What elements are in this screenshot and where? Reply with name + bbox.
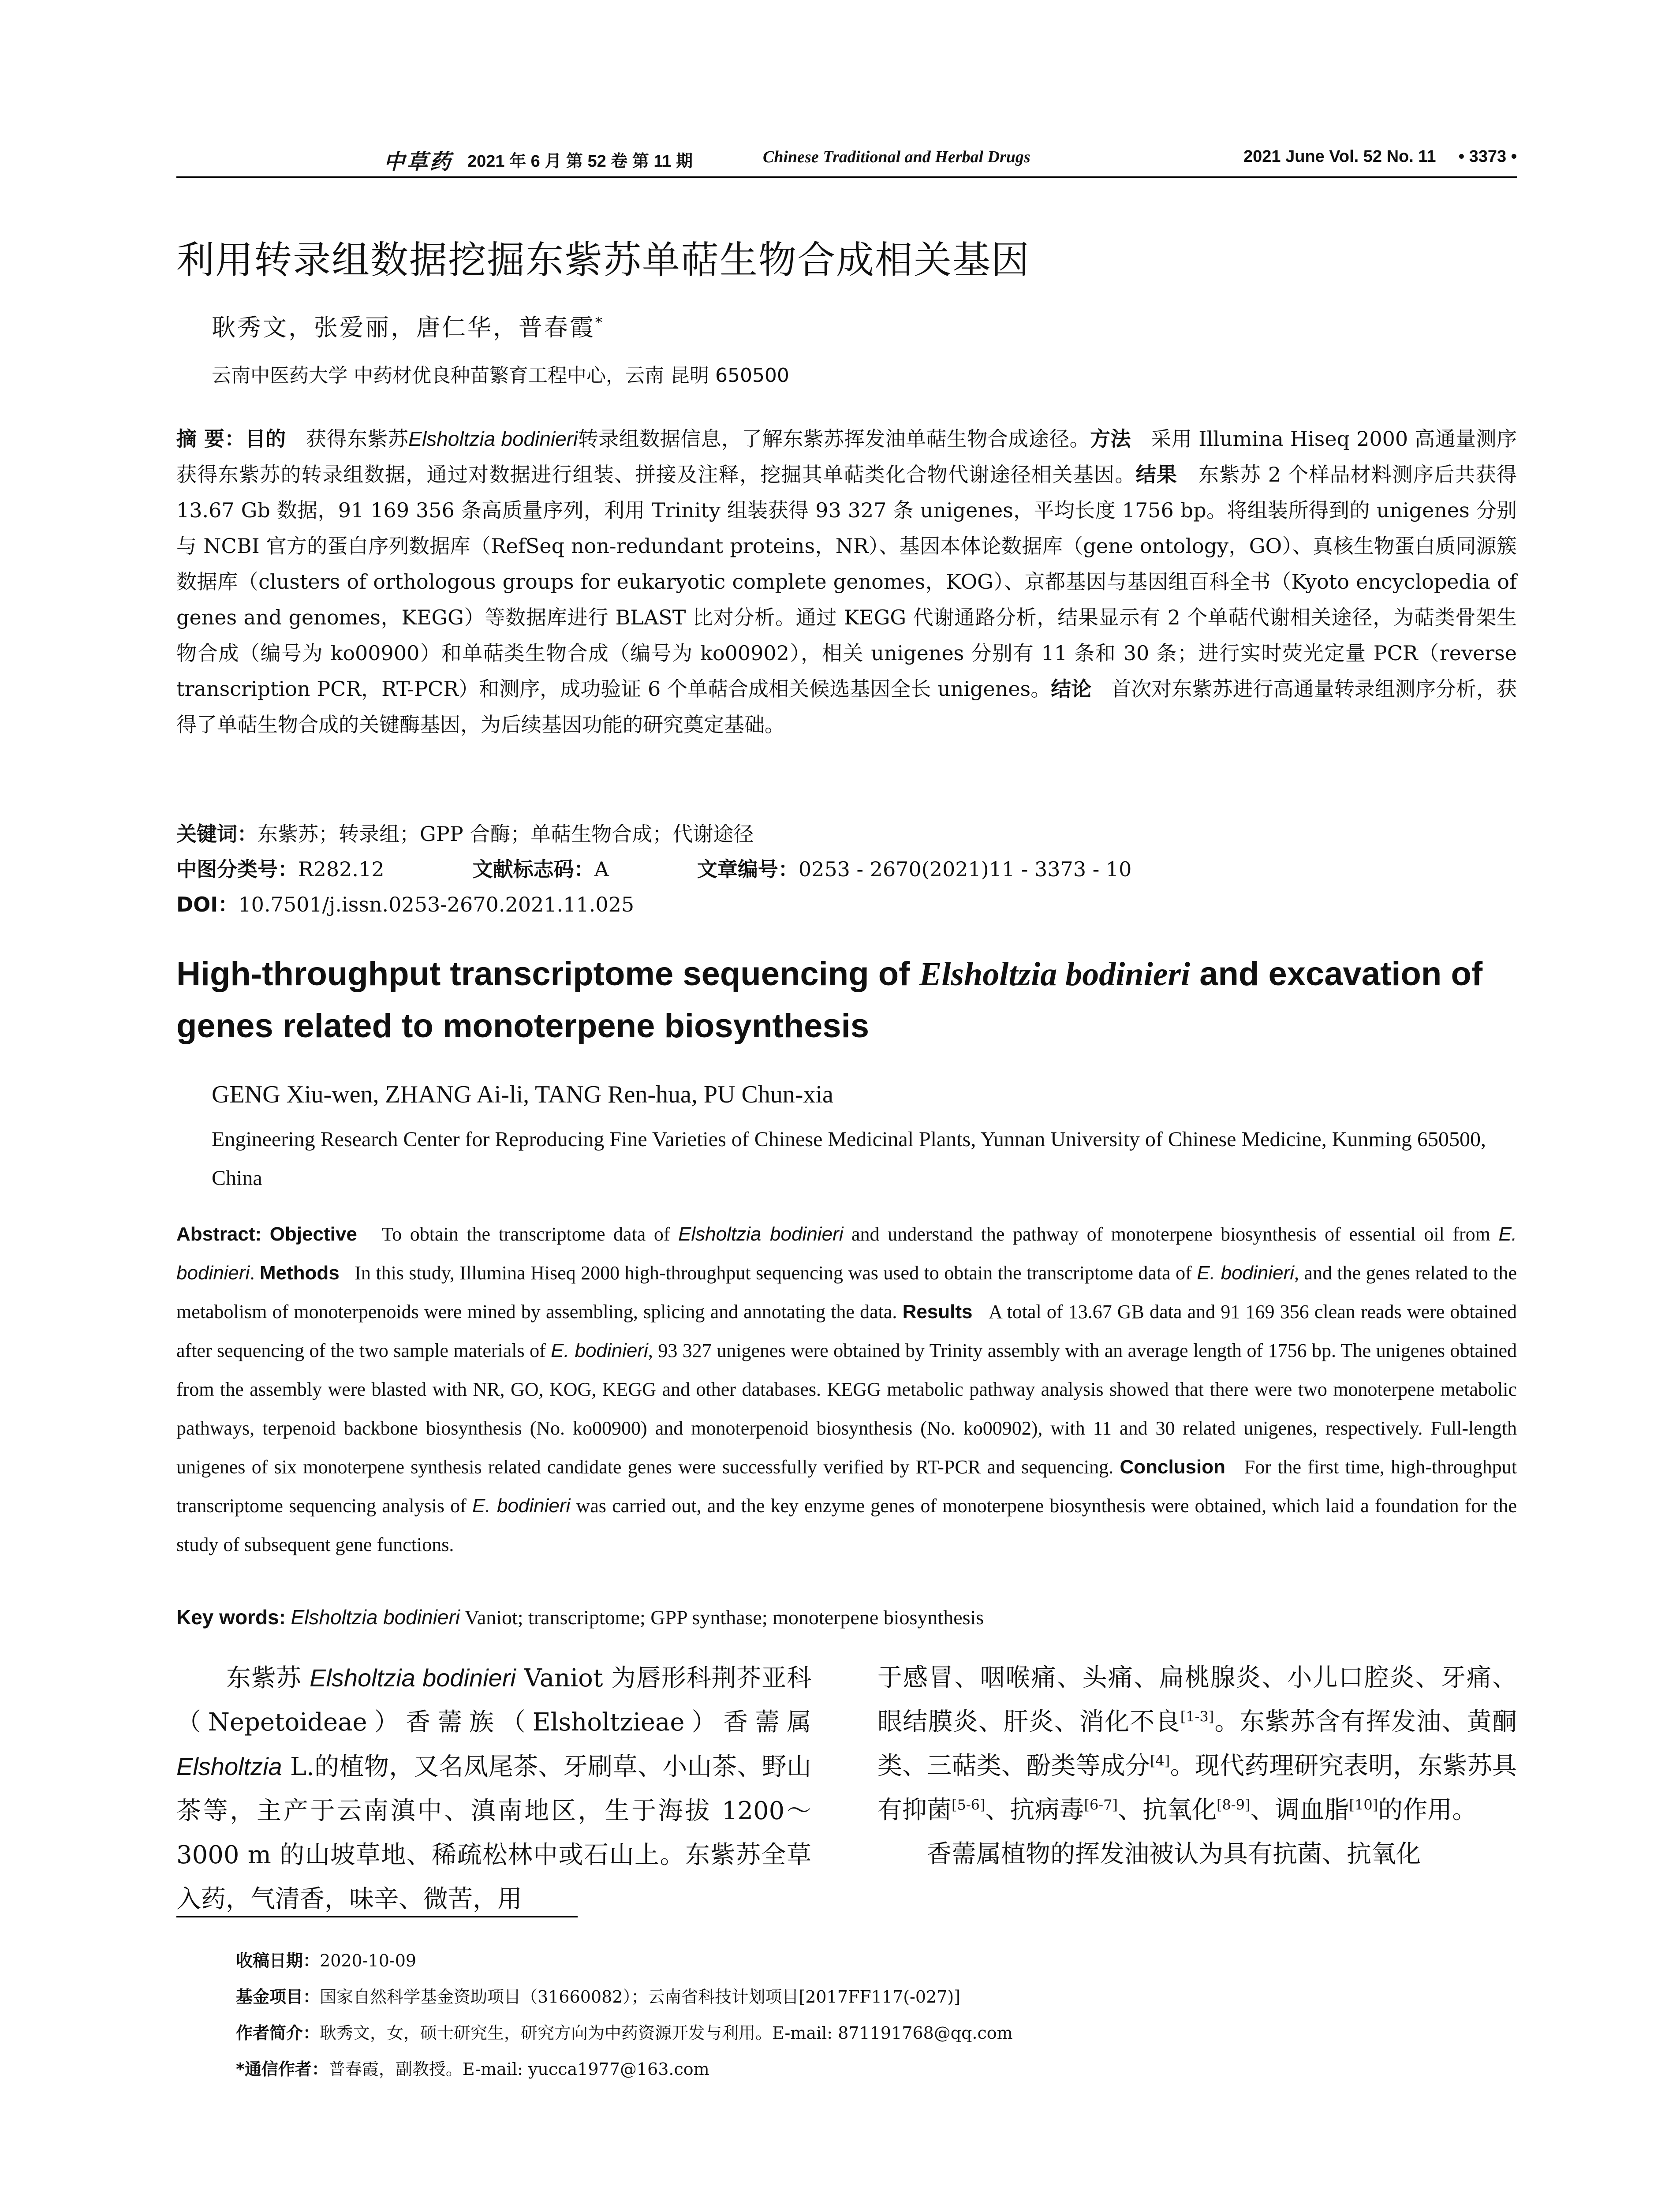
keywords-label-cn: 关键词： xyxy=(176,822,258,846)
species-abbr-1: E. bodinieri xyxy=(176,1223,1517,1284)
results-en-1: A total of 13.67 GB data and 91 169 356 clean reads were obtained after sequencing of the two sample materials of xyxy=(176,1301,1517,1361)
objective-en-3: . xyxy=(250,1262,255,1284)
footnote-received xyxy=(236,1943,1013,1979)
keywords-cn xyxy=(176,818,754,847)
conclusion-en-2: was carried out, and the key enzyme genes of monoterpene biosynthesis were obtained, which laid a foundation for the study of subsequent gene functions. xyxy=(176,1495,1517,1555)
methods-en-1: In this study, Illumina Hiseq 2000 high-throughput sequencing was used to obtain the transcriptome data of xyxy=(355,1262,1197,1284)
footnote-label: 基金项目： xyxy=(236,1987,320,2007)
body-genus: Elsholtzia xyxy=(176,1753,282,1780)
body-right-5: 、抗氧化 xyxy=(1118,1796,1217,1824)
issue-info-en: 2021 June Vol. 52 No. 11 xyxy=(1243,147,1436,166)
methods-en-2: , and the genes related to the metabolism of monoterpenoids were mined by assembling, splicing and annotating the data. xyxy=(176,1262,1517,1323)
author-list-cn: 耿秀文，张爱丽，唐仁华，普春霞 xyxy=(212,314,595,341)
citation-6: [10] xyxy=(1349,1796,1378,1813)
objective-cn-pre: 获得东紫苏 xyxy=(306,427,409,451)
footnote-label: 收稿日期： xyxy=(236,1951,320,1970)
body-right-3: 。现代药理研究表明，东紫苏具有抑菌 xyxy=(877,1752,1517,1824)
footnote-label: 作者简介： xyxy=(236,2023,320,2043)
citation-5: [8-9] xyxy=(1217,1796,1251,1813)
objective-label-cn: 目的 xyxy=(245,427,286,451)
footnote-funding xyxy=(236,1979,1013,2015)
citation-2: [4] xyxy=(1150,1752,1170,1769)
doi-value: 10.7501/j.issn.0253-2670.2021.11.025 xyxy=(238,893,635,916)
footnote-text: 耿秀文，女，硕士研究生，研究方向为中药资源开发与利用。E-mail: 871191768@qq.com xyxy=(320,2023,1013,2043)
body-left-3: L.的植物，又名凤尾茶、牙刷草、小山茶、野山茶等，主产于云南滇中、滇南地区，生于海拔 1200～3000 m 的山坡草地、稀疏松林中或石山上。东紫苏全草入药，气清香，味辛、微苦，用 xyxy=(176,1753,811,1913)
results-cn: 东紫苏 2 个样品材料测序后共获得 13.67 Gb 数据，91 169 356 条高质量序列，利用 Trinity 组装获得 93 327 条 unigenes，平均长度 1756 bp。将组装所得到的 unigenes 分别与 NCBI 官方的蛋白序列数据库（RefSeq non-redundant proteins，NR）、基因本体论数据库（gene ontology，GO）、真核生物蛋白质同源簇数据库（clusters of orthologous groups for eukaryotic complete genomes，KOG）、京都基因与基因组百科全书（Kyoto encyclopedia of genes and genomes，KEGG）等数据库进行 BLAST 比对分析。通过 KEGG 代谢通路分析，结果显示有 2 个单萜代谢相关途径，为萜类骨架生物合成（编号为 ko00900）和单萜类生物合成（编号为 ko00902），相关 unigenes 分别有 11 条和 30 条；进行实时荧光定量 PCR（reverse transcription PCR，RT-PCR）和测序，成功验证 6 个单萜合成相关候选基因全长 unigenes。 xyxy=(176,463,1517,701)
objective-cn-post: 转录组数据信息，了解东紫苏挥发油单萜生物合成途径。 xyxy=(578,427,1090,451)
species-name-en-abstract: Elsholtzia bodinieri xyxy=(678,1223,844,1245)
doi-label: DOI： xyxy=(176,893,239,916)
footnote-author-bio xyxy=(236,2015,1013,2051)
results-label-en: Results xyxy=(902,1301,973,1323)
results-label-cn: 结果 xyxy=(1135,463,1178,486)
affiliation-cn: 云南中医药大学 中药材优良种苗繁育工程中心，云南 昆明 650500 xyxy=(212,364,789,387)
conclusion-label-en: Conclusion xyxy=(1120,1456,1226,1478)
footnote-rule xyxy=(176,1916,578,1917)
methods-label-en: Methods xyxy=(259,1262,340,1284)
conclusion-label-cn: 结论 xyxy=(1051,677,1092,701)
citation-3: [5-6] xyxy=(952,1796,986,1813)
body-right-7: 的作用。 xyxy=(1378,1796,1477,1824)
running-header xyxy=(176,145,1517,176)
objective-en-1: To obtain the transcriptome data of xyxy=(381,1223,679,1245)
journal-name-en: Chinese Traditional and Herbal Drugs xyxy=(763,148,1030,166)
abstract-label-cn: 摘 要： xyxy=(176,427,245,451)
objective-en-2: and understand the pathway of monoterpene biosynthesis of essential oil from xyxy=(843,1223,1499,1245)
species-abbr-4: E. bodinieri xyxy=(472,1495,571,1517)
body-right-p2: 香薷属植物的挥发油被认为具有抗菌、抗氧化 xyxy=(927,1840,1421,1869)
methods-label-cn: 方法 xyxy=(1090,427,1131,451)
keywords-text-en: Vaniot; transcriptome; GPP synthase; monoterpene biosynthesis xyxy=(460,1606,984,1629)
abstract-label-en: Abstract: xyxy=(176,1223,262,1245)
doc-code-label: 文献标志码： xyxy=(472,857,594,881)
body-species: Elsholtzia bodinieri xyxy=(310,1664,516,1692)
abstract-cn xyxy=(176,421,1517,743)
body-right-2: 。东紫苏含有挥发油、黄酮类、三萜类、酚类等成分 xyxy=(877,1708,1517,1780)
title-en-part2: and excavation of genes related to monoterpene biosynthesis xyxy=(176,955,1483,1045)
abstract-en xyxy=(176,1215,1517,1564)
clc-value: R282.12 xyxy=(298,857,385,881)
article-number-value: 0253 - 2670(2021)11 - 3373 - 10 xyxy=(798,857,1132,881)
citation-4: [6-7] xyxy=(1084,1796,1118,1813)
species-abbr-2: E. bodinieri xyxy=(1197,1262,1294,1284)
body-left-2: Vaniot 为唇形科荆芥亚科（Nepetoideae）香薷族（Elsholtzieae）香薷属 xyxy=(176,1664,811,1737)
body-left-1: 东紫苏 xyxy=(226,1664,310,1693)
affiliation-en: Engineering Research Center for Reproducing Fine Varieties of Chinese Medicinal Plants, Yunnan University of Chinese Medicine, Kunming 650500, China xyxy=(212,1128,1486,1190)
methods-cn: 采用 Illumina Hiseq 2000 高通量测序获得东紫苏的转录组数据，通过对数据进行组装、拼接及注释，挖掘其单萜类化合物代谢途径相关基因。 xyxy=(176,427,1517,486)
body-column-right xyxy=(877,1656,1517,1876)
corresponding-mark: * xyxy=(595,314,604,331)
keywords-en xyxy=(176,1605,1517,1629)
citation-1: [1-3] xyxy=(1180,1708,1214,1725)
keywords-label-en: Key words: xyxy=(176,1606,286,1629)
body-right-4: 、抗病毒 xyxy=(985,1796,1084,1824)
conclusion-cn: 首次对东紫苏进行高通量转录组测序分析，获得了单萜生物合成的关键酶基因，为后续基因功能的研究奠定基础。 xyxy=(176,677,1517,736)
header-rule xyxy=(176,176,1517,178)
doi-line xyxy=(176,889,634,918)
keywords-text-cn: 东紫苏；转录组；GPP 合酶；单萜生物合成；代谢途径 xyxy=(258,822,754,846)
footnote-correspondence xyxy=(236,2051,1013,2087)
title-en xyxy=(176,948,1517,1052)
title-cn: 利用转录组数据挖掘东紫苏单萜生物合成相关基因 xyxy=(176,238,1030,282)
classification-line xyxy=(176,853,1131,882)
page-number: • 3373 • xyxy=(1458,147,1517,166)
species-abbr-3: E. bodinieri xyxy=(551,1340,648,1361)
conclusion-en-1: For the first time, high-throughput transcriptome sequencing analysis of xyxy=(176,1456,1517,1517)
keywords-species-en: Elsholtzia bodinieri xyxy=(291,1606,460,1629)
body-column-left xyxy=(176,1656,811,1921)
article-number-label: 文章编号： xyxy=(697,857,799,881)
body-right-1: 于感冒、咽喉痛、头痛、扁桃腺炎、小儿口腔炎、牙痛、眼结膜炎、肝炎、消化不良 xyxy=(877,1663,1517,1736)
journal-name-cn: 中草药 xyxy=(384,150,453,174)
doc-code-value: A xyxy=(594,857,609,881)
authors-en: GENG Xiu-wen, ZHANG Ai-li, TANG Ren-hua, PU Chun-xia xyxy=(212,1081,833,1108)
clc-label: 中图分类号： xyxy=(176,857,298,881)
title-en-part1: High-throughput transcriptome sequencing of xyxy=(176,955,919,993)
authors-cn xyxy=(212,309,604,343)
issue-info-cn: 2021 年 6 月 第 52 卷 第 11 期 xyxy=(467,152,693,171)
objective-label-en: Objective xyxy=(269,1223,357,1245)
body-right-6: 、调血脂 xyxy=(1250,1796,1349,1824)
footnote-text: 普春霞，副教授。E-mail: yucca1977@163.com xyxy=(328,2059,709,2079)
footnotes xyxy=(236,1943,1013,2087)
footnote-label: *通信作者： xyxy=(236,2059,329,2079)
footnote-text: 国家自然科学基金资助项目（31660082）；云南省科技计划项目[2017FF117(-027)] xyxy=(320,1987,961,2007)
title-en-species: Elsholtzia bodinieri xyxy=(919,956,1191,993)
footnote-text: 2020-10-09 xyxy=(320,1951,417,1970)
species-name-cn-abstract: Elsholtzia bodinieri xyxy=(408,427,578,450)
results-en-2: , 93 327 unigenes were obtained by Trinity assembly with an average length of 1756 bp. The unigenes obtained from the assembly were blasted with NR, GO, KOG, KEGG and other databases. KEGG metabolic pathway analysis showed that there were two monoterpene metabolic pathways, terpenoid backbone biosynthesis (No. ko00900) and monoterpenoid biosynthesis (No. ko00902), with 11 and 30 related unigenes, respectively. Full-length unigenes of six monoterpene synthesis related candidate genes were successfully verified by RT-PCR and sequencing. xyxy=(176,1340,1517,1478)
